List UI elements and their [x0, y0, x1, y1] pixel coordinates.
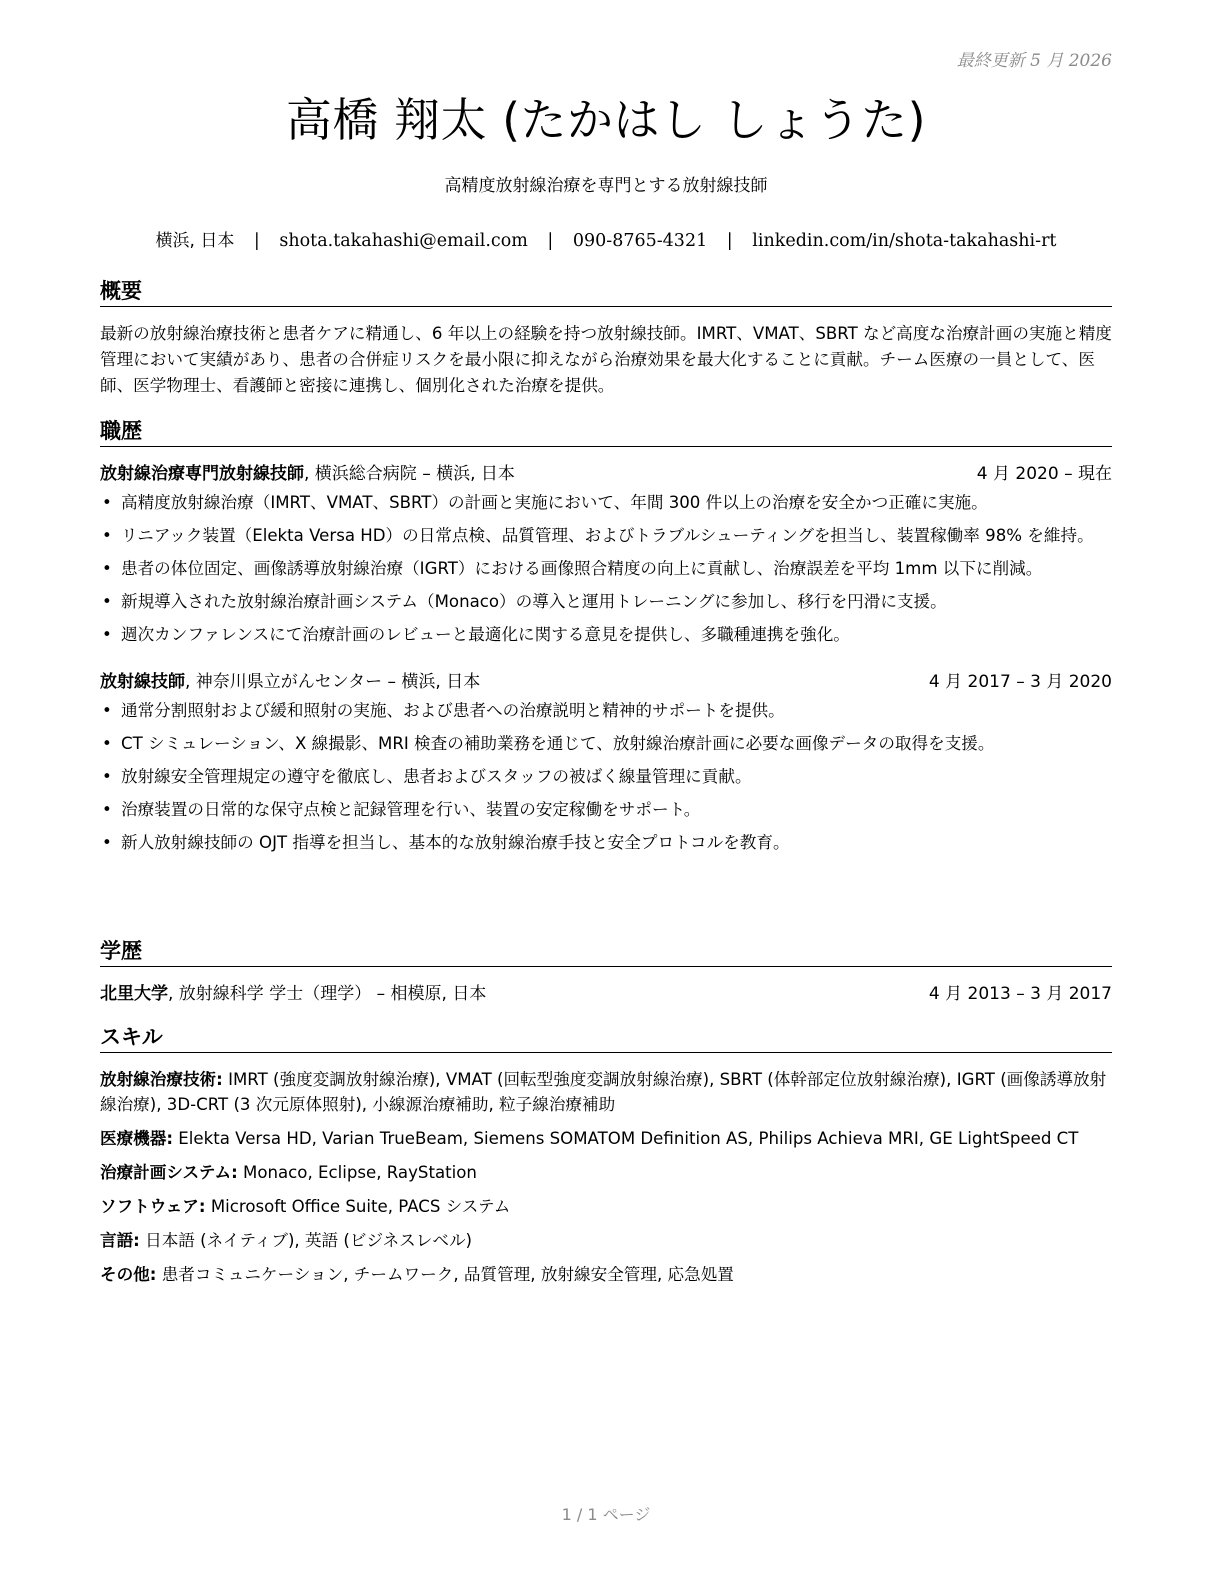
skills-section: [100, 1024, 1112, 1296]
contact-separator: |: [547, 231, 554, 251]
bullet-icon: •: [102, 701, 112, 720]
bullet-text: 治療装置の日常的な保守点検と記録管理を行い、装置の安定稼働をサポート。: [121, 800, 701, 819]
list-item: [100, 830, 1112, 855]
job-bullets: [100, 490, 1112, 647]
job-org: , 神奈川県立がんセンター – 横浜, 日本: [185, 672, 481, 692]
skill-value: IMRT (強度変調放射線治療), VMAT (回転型強度変調放射線治療), SBRT (体幹部定位放射線治療), IGRT (画像誘導放射線治療), 3D-CRT (3 次元原体照射), 小線源治療補助, 粒子線治療補助: [100, 1070, 1107, 1114]
job-role: 放射線治療専門放射線技師: [100, 464, 304, 484]
list-item: [100, 764, 1112, 789]
job-header: [100, 669, 1112, 695]
bullet-text: 週次カンファレンスにて治療計画のレビューと最適化に関する意見を提供し、多職種連携を強化。: [121, 625, 850, 644]
skill-value: Microsoft Office Suite, PACS システム: [205, 1197, 511, 1216]
experience-section: [100, 418, 1112, 863]
skill-row: [100, 1160, 1112, 1185]
bullet-icon: •: [102, 800, 112, 819]
skill-value: Monaco, Eclipse, RayStation: [237, 1163, 477, 1182]
contact-separator: |: [253, 231, 260, 251]
contact-linkedin[interactable]: linkedin.com/in/shota-takahashi-rt: [752, 231, 1057, 251]
list-item: [100, 797, 1112, 822]
summary-section: [100, 278, 1112, 399]
list-item: [100, 490, 1112, 515]
skills-list: [100, 1067, 1112, 1287]
list-item: [100, 523, 1112, 548]
skill-row: [100, 1194, 1112, 1219]
bullet-text: リニアック装置（Elekta Versa HD）の日常点検、品質管理、およびトラブルシューティングを担当し、装置稼働率 98% を維持。: [121, 526, 1094, 545]
job-dates: 4 月 2017 – 3 月 2020: [928, 672, 1112, 692]
list-item: [100, 698, 1112, 723]
skill-label: ソフトウェア:: [100, 1197, 206, 1216]
section-title-experience: 職歴: [100, 418, 1112, 447]
job-entry: [100, 669, 1112, 855]
education-line: [100, 981, 486, 1007]
job-bullets: [100, 698, 1112, 855]
summary-text: 最新の放射線治療技術と患者ケアに精通し、6 年以上の経験を持つ放射線技師。IMRT、VMAT、SBRT など高度な治療計画の実施と精度管理において実績があり、患者の合併症リスクを最小限に抑えながら治療効果を最大化することに貢献。チーム医療の一員として、医師、医学物理士、看護師と密接に連携し、個別化された治療を提供。: [100, 324, 1112, 395]
education-entry: [100, 981, 1112, 1007]
candidate-name: 高橋 翔太 (たかはし しょうた): [285, 93, 927, 147]
headline: 高精度放射線治療を専門とする放射線技師: [444, 176, 768, 196]
page-indicator: 1 / 1 ページ: [561, 1505, 651, 1524]
contact-email[interactable]: shota.takahashi@email.com: [279, 231, 528, 251]
bullet-text: 通常分割照射および緩和照射の実施、および患者への治療説明と精神的サポートを提供。: [121, 701, 785, 720]
bullet-icon: •: [102, 767, 112, 786]
school-name: 北里大学: [100, 984, 168, 1004]
skill-value: 日本語 (ネイティブ), 英語 (ビジネスレベル): [139, 1231, 473, 1250]
list-item: [100, 589, 1112, 614]
bullet-icon: •: [102, 493, 112, 512]
contact-location: 横浜, 日本: [155, 231, 235, 251]
section-title-education: 学歴: [100, 938, 1112, 967]
bullet-icon: •: [102, 833, 112, 852]
section-title-skills: スキル: [100, 1024, 1112, 1053]
contact-line: [100, 226, 1112, 251]
job-role: 放射線技師: [100, 672, 185, 692]
bullet-text: 新規導入された放射線治療計画システム（Monaco）の導入と運用トレーニングに参加し、移行を円滑に支援。: [121, 592, 947, 611]
last-updated: 最終更新 5 月 2026: [956, 51, 1112, 71]
skill-row: [100, 1067, 1112, 1117]
bullet-text: 患者の体位固定、画像誘導放射線治療（IGRT）における画像照合精度の向上に貢献し、治療誤差を平均 1mm 以下に削減。: [121, 559, 1043, 578]
list-item: [100, 731, 1112, 756]
skill-label: 放射線治療技術:: [100, 1070, 223, 1089]
skill-value: 患者コミュニケーション, チームワーク, 品質管理, 放射線安全管理, 応急処置: [156, 1265, 734, 1284]
resume-page: [100, 0, 1112, 1584]
contact-separator: |: [726, 231, 733, 251]
job-title-line: [100, 461, 515, 487]
skill-label: 言語:: [100, 1231, 140, 1250]
skill-value: Elekta Versa HD, Varian TrueBeam, Siemens SOMATOM Definition AS, Philips Achieva MRI, GE LightSpeed CT: [173, 1129, 1079, 1148]
section-title-summary: 概要: [100, 278, 1112, 307]
bullet-icon: •: [102, 592, 112, 611]
bullet-icon: •: [102, 526, 112, 545]
bullet-text: 新人放射線技師の OJT 指導を担当し、基本的な放射線治療手技と安全プロトコルを教育。: [121, 833, 790, 852]
bullet-icon: •: [102, 559, 112, 578]
job-dates: 4 月 2020 – 現在: [976, 464, 1112, 484]
skill-label: 治療計画システム:: [100, 1163, 238, 1182]
bullet-text: 放射線安全管理規定の遵守を徹底し、患者およびスタッフの被ばく線量管理に貢献。: [121, 767, 752, 786]
list-item: [100, 556, 1112, 581]
education-dates: 4 月 2013 – 3 月 2017: [928, 984, 1112, 1004]
job-org: , 横浜総合病院 – 横浜, 日本: [304, 464, 515, 484]
list-item: [100, 622, 1112, 647]
contact-phone[interactable]: 090-8765-4321: [572, 231, 708, 251]
job-entry: [100, 461, 1112, 647]
skill-label: その他:: [100, 1265, 157, 1284]
skill-label: 医療機器:: [100, 1129, 174, 1148]
bullet-icon: •: [102, 625, 112, 644]
skill-row: [100, 1228, 1112, 1253]
bullet-icon: •: [102, 734, 112, 753]
skill-row: [100, 1126, 1112, 1151]
skill-row: [100, 1262, 1112, 1287]
job-header: [100, 461, 1112, 487]
degree-detail: , 放射線科学 学士（理学） – 相模原, 日本: [168, 984, 487, 1004]
education-section: [100, 938, 1112, 1007]
job-title-line: [100, 669, 480, 695]
bullet-text: CT シミュレーション、X 線撮影、MRI 検査の補助業務を通じて、放射線治療計画に必要な画像データの取得を支援。: [121, 734, 995, 753]
bullet-text: 高精度放射線治療（IMRT、VMAT、SBRT）の計画と実施において、年間 300 件以上の治療を安全かつ正確に実施。: [121, 493, 988, 512]
